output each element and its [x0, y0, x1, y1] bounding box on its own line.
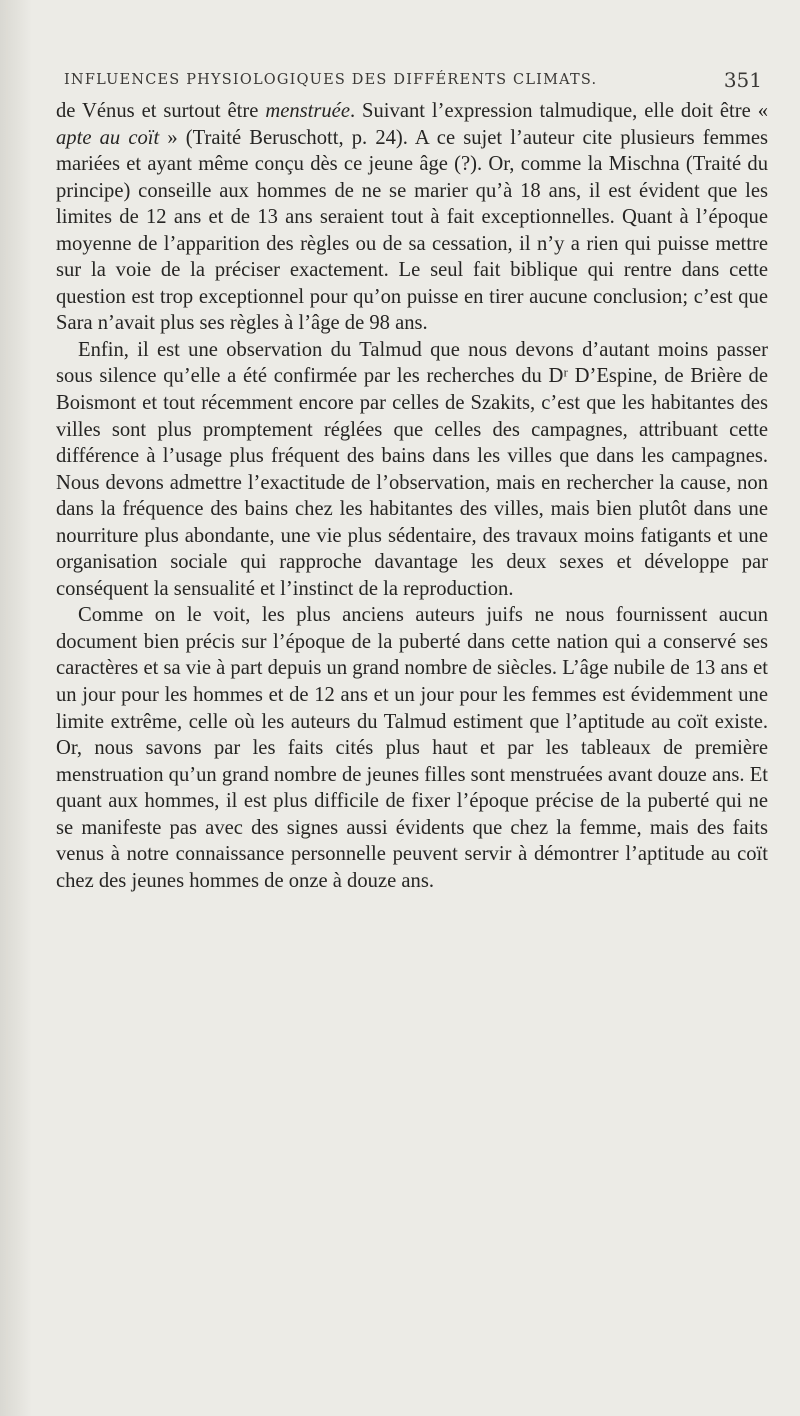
- paragraph-2: [56, 337, 768, 602]
- paragraph-1: [56, 98, 768, 337]
- running-title: INFLUENCES PHYSIOLOGIQUES DES DIFFÉRENTS CLIMATS.: [64, 72, 598, 88]
- paragraph-2-text: Enfin, il est une observation du Talmud que nous devons d’autant moins passer sous silence qu’elle a été confirmée par les recherches du Dʳ D’Espine, de Brière de Boismont et tout récemment encore par celles de Szakits, c’est que les habitantes des villes sont plus promptement réglées que celles des campagnes, attribuant cette différence à l’usage plus fréquent des bains dans les villes que dans les campagnes. Nous devons admettre l’exactitude de l’observation, mais en rechercher la cause, non dans la fréquence des bains chez les habitantes des villes, mais bien plutôt dans une nourriture plus abondante, une vie plus sédentaire, des travaux moins fatigants et une organisation sociale qui rapproche davantage les deux sexes et développe par conséquent la sensualité et l’instinct de la reproduction.: [56, 338, 768, 600]
- paragraph-3-text: Comme on le voit, les plus anciens auteurs juifs ne nous fournissent aucun document bien précis sur l’époque de la puberté dans cette nation qui a conservé ses caractères et sa vie à part depuis un grand nombre de siècles. L’âge nubile de 13 ans et un jour pour les hommes et de 12 ans et un jour pour les femmes est évidemment une limite extrême, celle où les auteurs du Talmud estiment que l’aptitude au coït existe. Or, nous savons par les faits cités plus haut et par les tableaux de première menstruation qu’un grand nombre de jeunes filles sont menstruées avant douze ans. Et quant aux hommes, il est plus difficile de fixer l’époque précise de la puberté qui ne se manifeste pas avec des signes aussi évidents que chez la femme, mais des faits venus à notre connaissance personnelle peuvent servir à démontrer l’aptitude au coït chez des jeunes hommes de onze à douze ans.: [56, 604, 769, 892]
- paragraph-1-text-3: » (Traité Beruschott, p. 24). A ce sujet l’auteur cite plusieurs femmes mariées et ayant même conçu dès ce jeune âge (?). Or, comme la Mischna (Traité du principe) conseille aux hommes de ne se marier qu’à 18 ans, il est évident que les limites de 12 ans et de 13 ans seraient tout à fait exceptionnelles. Quant à l’époque moyenne de l’apparition des règles ou de sa cessation, il n’y a rien qui puisse mettre sur la voie de la préciser exactement. Le seul fait biblique qui rentre dans cette question est trop exceptionnel pour qu’on puisse en tirer aucune conclusion; c’est que Sara n’avait plus ses règles à l’âge de 98 ans.: [56, 126, 768, 335]
- paragraph-3: [56, 602, 768, 894]
- paragraph-1-italic-apte-au-coit: apte au coït: [56, 126, 160, 149]
- page-gutter-shadow: [0, 0, 32, 1416]
- book-page: [56, 68, 768, 894]
- page-number: 351: [723, 68, 762, 92]
- running-head: [60, 68, 768, 98]
- paragraph-1-text-2: . Suivant l’expression talmudique, elle doit être «: [349, 100, 769, 122]
- paragraph-1-italic-menstruee: menstruée: [265, 100, 350, 122]
- body-text: [56, 98, 768, 894]
- page-edge-line: [6, 0, 8, 1416]
- paragraph-1-text-1: de Vénus et surtout être: [56, 100, 266, 122]
